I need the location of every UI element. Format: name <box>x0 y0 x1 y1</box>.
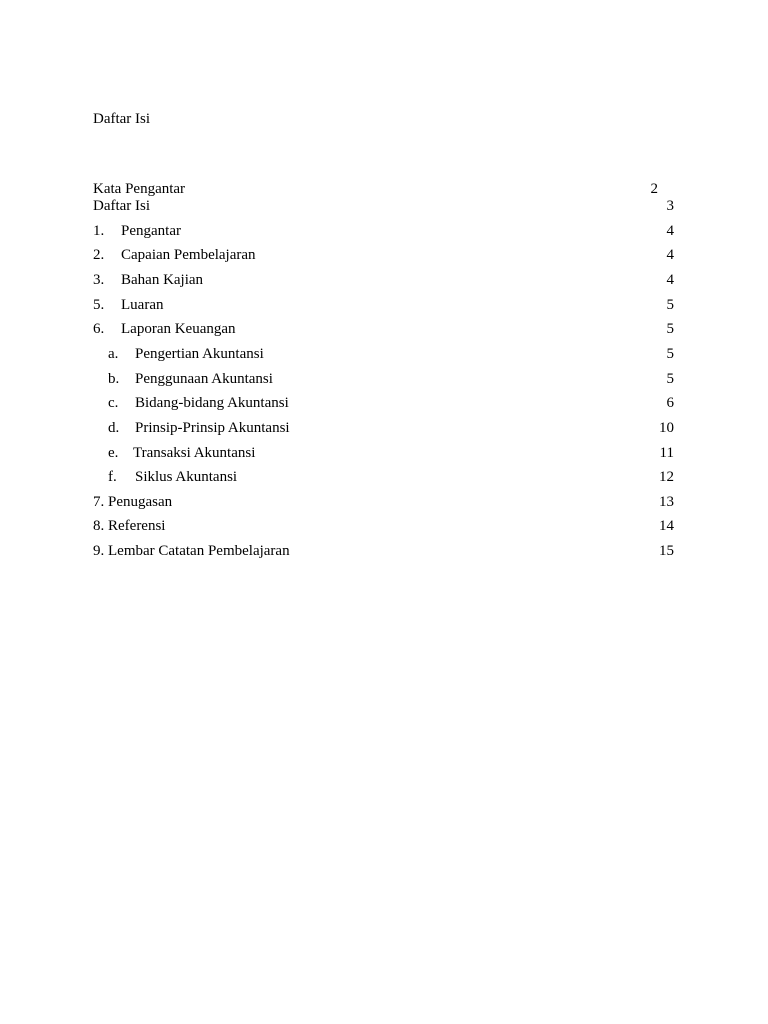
toc-entry-laporan-keuangan <box>93 320 393 338</box>
toc-entry-label: Daftar Isi <box>93 198 151 214</box>
toc-entry-number: 1. <box>93 223 105 239</box>
toc-entry-page: 12 <box>659 469 674 485</box>
toc-subentry-pengertian-akuntansi <box>108 345 408 363</box>
toc-entry-page: 5 <box>666 321 674 337</box>
toc-entry-number: 5. <box>93 297 105 313</box>
toc-entry-page: 4 <box>666 247 674 263</box>
toc-entry-page: 11 <box>659 445 674 461</box>
toc-entry-label: Pengertian Akuntansi <box>135 346 264 362</box>
toc-entry-number: 2. <box>93 247 105 263</box>
page-title: Daftar Isi <box>93 111 151 127</box>
toc-entry-page: 3 <box>666 198 674 214</box>
toc-entry-label: 9. Lembar Catatan Pembelajaran <box>93 543 290 559</box>
toc-entry-label: Transaksi Akuntansi <box>133 445 256 461</box>
toc-entry-label: Luaran <box>121 297 164 313</box>
toc-entry-number: a. <box>108 346 119 362</box>
toc-entry-label: Siklus Akuntansi <box>135 469 238 485</box>
toc-entry-number: e. <box>108 445 119 461</box>
toc-entry-page: 4 <box>666 223 674 239</box>
toc-entry-label: Kata Pengantar <box>93 181 186 197</box>
toc-entry-label: Laporan Keuangan <box>121 321 236 337</box>
toc-entry-label: Capaian Pembelajaran <box>121 247 256 263</box>
toc-entry-bahan-kajian <box>93 271 393 289</box>
toc-entry-number: d. <box>108 420 120 436</box>
toc-entry-number: b. <box>108 371 120 387</box>
toc-entry-label: Bidang-bidang Akuntansi <box>135 395 289 411</box>
toc-entry-page: 2 <box>650 181 658 197</box>
toc-entry-page: 10 <box>659 420 674 436</box>
toc-entry-label: Prinsip-Prinsip Akuntansi <box>135 420 290 436</box>
toc-entry-page: 13 <box>659 494 674 510</box>
toc-entry-number: f. <box>108 469 117 485</box>
toc-entry-label: Penggunaan Akuntansi <box>135 371 273 387</box>
toc-entry-label: Bahan Kajian <box>121 272 204 288</box>
toc-entry-page: 14 <box>659 518 674 534</box>
toc-entry-luaran <box>93 296 393 314</box>
toc-entry-label: 7. Penugasan <box>93 494 173 510</box>
toc-entry-capaian-pembelajaran <box>93 246 393 264</box>
toc-entry-number: c. <box>108 395 119 411</box>
toc-entry-number: 6. <box>93 321 105 337</box>
toc-entry-page: 5 <box>666 346 674 362</box>
toc-entry-page: 6 <box>666 395 674 411</box>
toc-entry-number: 3. <box>93 272 105 288</box>
toc-entry-pengantar <box>93 222 393 240</box>
toc-entry-page: 4 <box>666 272 674 288</box>
toc-subentry-siklus-akuntansi <box>108 468 408 486</box>
toc-subentry-prinsip-akuntansi <box>108 419 408 437</box>
toc-entry-page: 15 <box>659 543 674 559</box>
toc-subentry-penggunaan-akuntansi <box>108 370 408 388</box>
toc-subentry-bidang-akuntansi <box>108 394 408 412</box>
toc-subentry-transaksi-akuntansi <box>108 444 408 462</box>
toc-entry-label: Pengantar <box>121 223 181 239</box>
toc-entry-label: 8. Referensi <box>93 518 166 534</box>
toc-entry-page: 5 <box>666 297 674 313</box>
toc-entry-page: 5 <box>666 371 674 387</box>
